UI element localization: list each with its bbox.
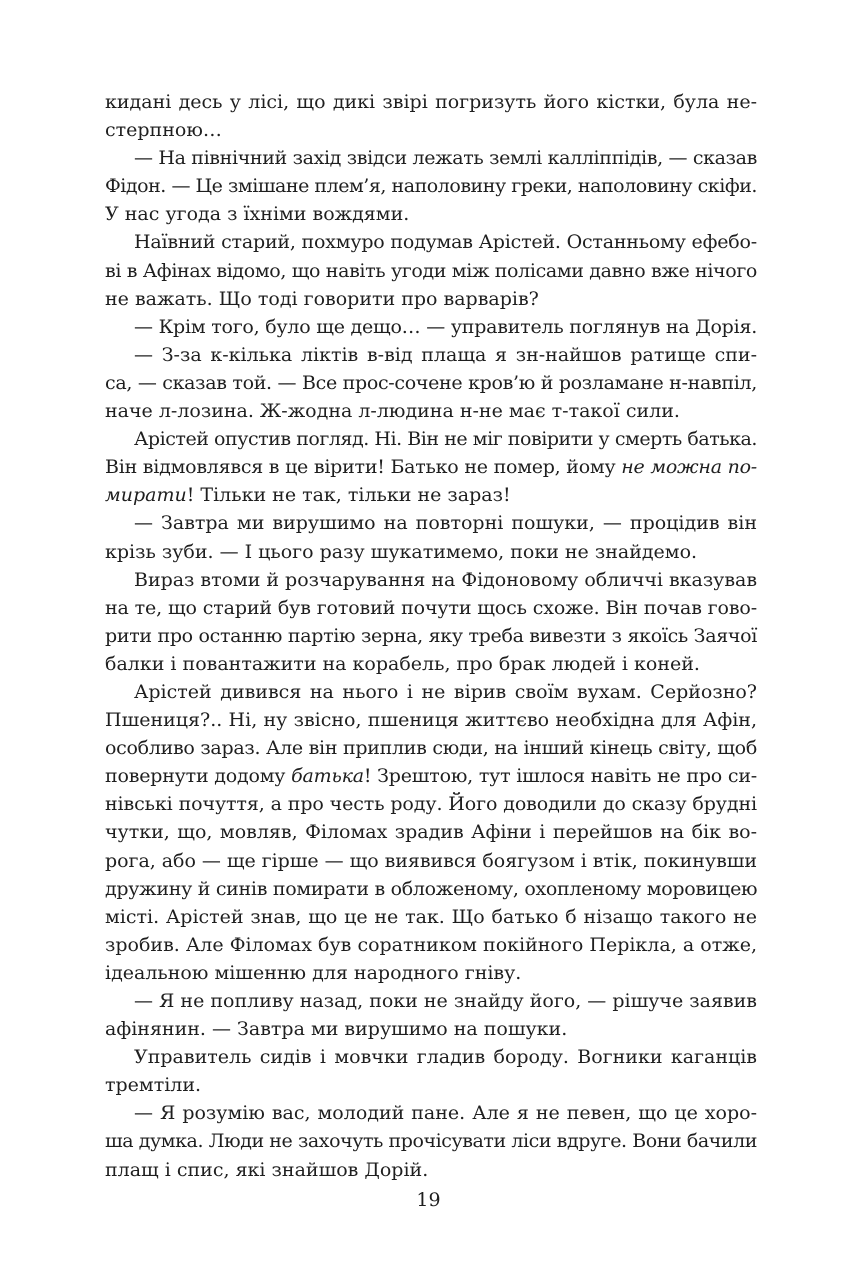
body-text [105,88,757,1184]
text-line: Наївний старий, похмуро подумав Арістей. Останньому ефебо- [134,231,757,254]
text-line: — Крім того, було ще дещо… — управитель поглянув на Дорія. [134,315,758,338]
text-segment: повернути додому [105,765,292,788]
text-line: — Завтра ми вирушимо на повторні пошуки, — процідив він [134,512,757,535]
text-line: Арістей опустив погляд. Ні. Він не міг повірити у смерть батька. [134,428,757,451]
text-line: Фідон. — Це змішане плем’я, наполовину греки, наполовину скіфи. [105,175,757,198]
italic-text: батька [291,765,364,788]
text-line: на те, що старий був готовий почути щось схоже. Він почав гово- [105,596,757,619]
text-line: плащ і спис, які знайшов Дорій. [105,1158,429,1181]
text-line: рога, або — ще гірше — що виявився боягузом і втік, покинувши [105,849,757,872]
text-line: ві в Афінах відомо, що навіть угоди між полісами давно вже нічого [105,259,758,282]
text-line: афінянин. — Завтра ми вирушимо на пошуки. [105,1018,568,1041]
text-line [105,481,757,509]
text-line: У нас угода з їхніми вождями. [105,203,410,226]
text-line: — Я розумію вас, молодий пане. Але я не певен, що це хоро- [134,1102,757,1125]
text-line: чутки, що, мовляв, Філомах зрадив Афіни і перейшов на бік во- [105,821,757,844]
page-number: 19 [416,1189,441,1211]
text-segment: ! Тільки не так, тільки не зараз! [186,484,511,507]
text-line: зробив. Але Філомах був соратником покійного Перікла, а отже, [105,933,757,956]
text-line: са, — сказав той. — Все прос-сочене кров’ю й розламане н-навпіл, [105,371,758,394]
text-line: — Я не попливу назад, поки не знайду його, — рішуче заявив [134,990,757,1012]
text-line: дружину й синів помирати в обложеному, охопленому моровицею [105,877,758,900]
text-line: Пшениця?.. Ні, ну звісно, пшениця життєво необхідна для Афін, [105,709,757,732]
text-line: ідеальною мішенню для народного гніву. [105,961,522,984]
text-line: рити про останню партію зерна, яку треба вивезти з якоїсь Заячої [105,624,758,647]
text-line: тремтіли. [105,1074,202,1097]
text-segment: ! Зрештою, тут ішлося навіть не про си- [363,765,758,788]
text-line: ша думка. Люди не захочуть прочісувати ліси вдруге. Вони бачили [105,1130,758,1153]
text-line: стерпною… [105,119,222,142]
text-line: місті. Арістей знав, що це не так. Що батько б нізащо такого не [105,905,757,928]
text-segment: Він відмовлявся в це вірити! Батько не помер, йому [105,456,622,479]
text-line: Управитель сидів і мовчки гладив бороду. Вогники каганців [134,1046,757,1069]
text-line: крізь зуби. — І цього разу шукатимемо, поки не знайдемо. [105,540,698,563]
text-line: балки і повантажити на корабель, про брак людей і коней. [105,652,700,675]
text-line: — З-за к-кілька ліктів в-від плаща я зн-найшов ратище спи- [134,343,757,366]
text-line: не важать. Що тоді говорити про варварів? [105,287,539,310]
text-line [105,453,757,481]
text-line: кидані десь у лісі, що дикі звірі погризуть його кістки, була не- [105,91,757,113]
text-line: Арістей дивився на нього і не вірив своїм вухам. Серйозно? [134,680,757,703]
text-line: особливо зараз. Але він приплив сюди, на інший кінець світу, щоб [105,737,757,760]
italic-text: не можна по- [621,456,757,479]
italic-text: мирати [105,484,187,507]
text-line: Вираз втоми й розчарування на Фідоновому обличчі вказував [134,568,757,591]
text-line: нівські почуття, а про честь роду. Його доводили до сказу брудні [105,793,757,816]
text-line [105,762,757,790]
text-line: наче л-лозина. Ж-жодна л-людина н-не має т-такої сили. [105,400,680,423]
text-line: — На північний захід звідси лежать землі калліппідів, — сказав [134,147,757,170]
